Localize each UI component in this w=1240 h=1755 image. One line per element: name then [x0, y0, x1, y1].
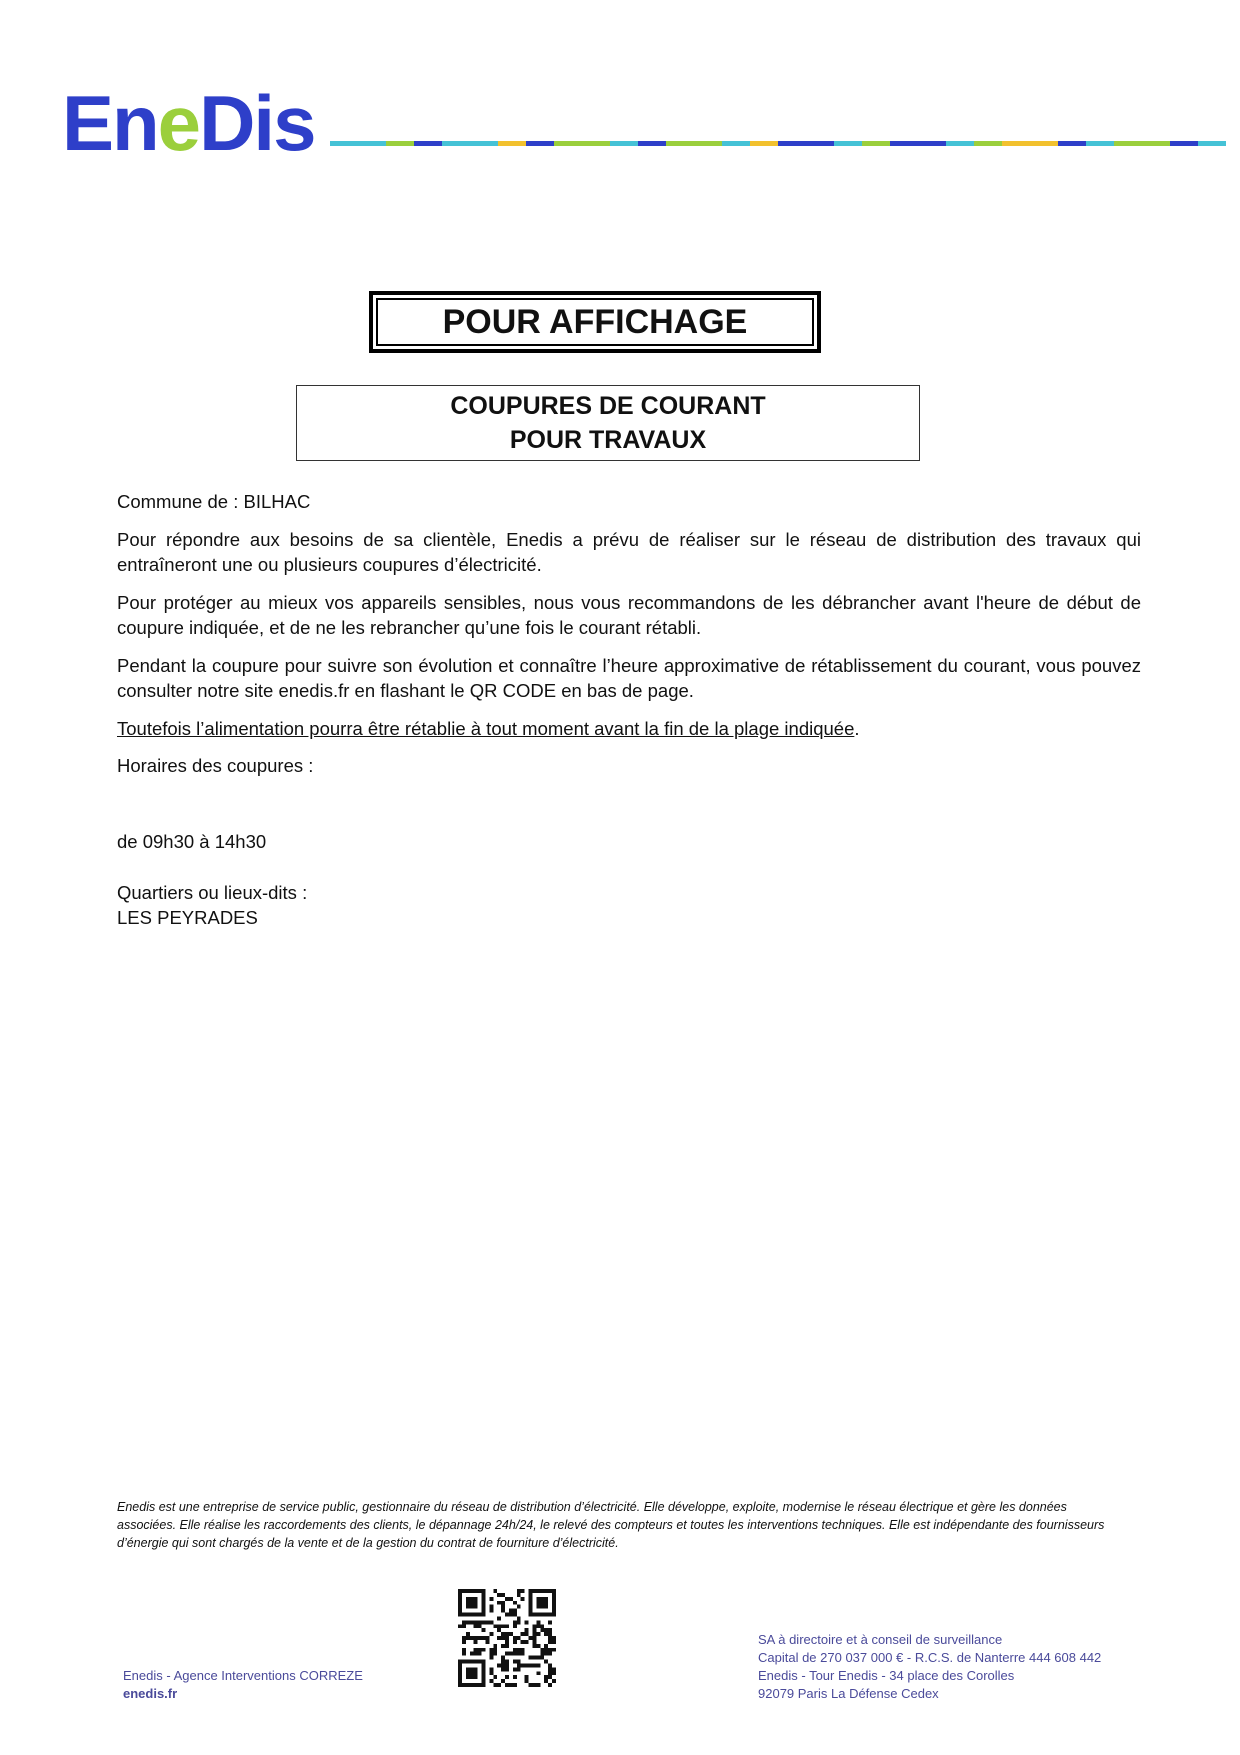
- stripe-segment: [1170, 141, 1198, 146]
- brand-color-stripe: [330, 141, 1226, 146]
- stripe-segment: [1058, 141, 1086, 146]
- company-line-2: Capital de 270 037 000 € - R.C.S. de Nanterre 444 608 442: [758, 1650, 1102, 1665]
- subtitle-line-1: COUPURES DE COURANT: [450, 392, 766, 420]
- stripe-segment: [526, 141, 554, 146]
- stripe-segment: [890, 141, 946, 146]
- stripe-segment: [666, 141, 722, 146]
- stripe-segment: [1114, 141, 1170, 146]
- commune-line: Commune de : BILHAC: [117, 491, 311, 512]
- stripe-segment: [862, 141, 890, 146]
- stripe-segment: [414, 141, 442, 146]
- company-line-4: 92079 Paris La Défense Cedex: [758, 1686, 939, 1701]
- stripe-segment: [498, 141, 526, 146]
- stripe-segment: [1086, 141, 1114, 146]
- enedis-logo: EneDis: [62, 79, 315, 167]
- stripe-segment: [974, 141, 1002, 146]
- stripe-segment: [946, 141, 974, 146]
- stripe-segment: [554, 141, 610, 146]
- warning-underlined-text: Toutefois l’alimentation pourra être rétablie à tout moment avant la fin de la plage indiquée: [117, 718, 855, 739]
- page-title: POUR AFFICHAGE: [376, 298, 814, 346]
- warning-end: .: [854, 718, 860, 739]
- intro-paragraph: Pour répondre aux besoins de sa clientèle, Enedis a prévu de réaliser sur le réseau de distribution des travaux qui entraîneront une ou plusieurs coupures d’électricité.: [117, 529, 1141, 575]
- stripe-segment: [386, 141, 414, 146]
- title-frame: [369, 291, 821, 353]
- qr-code[interactable]: [458, 1589, 556, 1687]
- stripe-segment: [722, 141, 750, 146]
- subtitle-line-2: POUR TRAVAUX: [509, 426, 707, 454]
- quartiers-label: Quartiers ou lieux-dits :: [117, 882, 308, 903]
- company-line-3: Enedis - Tour Enedis - 34 place des Corolles: [758, 1668, 1015, 1683]
- agency-name: Enedis - Agence Interventions CORREZE: [123, 1668, 363, 1683]
- site-link[interactable]: enedis.fr: [123, 1686, 178, 1701]
- warning-paragraph: [117, 716, 1141, 741]
- stripe-segment: [442, 141, 498, 146]
- stripe-segment: [610, 141, 638, 146]
- recommendation-paragraph: Pour protéger au mieux vos appareils sensibles, nous vous recommandons de les débrancher avant l'heure de début de coupure indiquée, et de ne les rebrancher qu’une fois le courant rétabli.: [117, 592, 1141, 638]
- quartier-value: LES PEYRADES: [117, 907, 258, 928]
- stripe-segment: [1198, 141, 1226, 146]
- qr-info-paragraph: Pendant la coupure pour suivre son évolution et connaître l’heure approximative de rétablissement du courant, vous pouvez consulter notre site enedis.fr en flashant le QR CODE en bas de page.: [117, 655, 1141, 701]
- company-info: [758, 1631, 1101, 1703]
- stripe-segment: [638, 141, 666, 146]
- company-line-1: SA à directoire et à conseil de surveillance: [758, 1632, 1003, 1647]
- horaire-value: de 09h30 à 14h30: [117, 831, 267, 852]
- horaires-label: Horaires des coupures :: [117, 755, 314, 776]
- legal-notice: Enedis est une entreprise de service public, gestionnaire du réseau de distribution d’électricité. Elle développe, exploite, modernise le réseau électrique et gère les données associées. Elle réalise les raccordements des clients, le dépannage 24h/24, le relevé des compteurs et toutes les interventions techniques. Elle est indépendante des fournisseurs d’énergie qui sont chargés de la vente et de la gestion du contrat de fourniture d’électricité.: [117, 1500, 1105, 1550]
- stripe-segment: [330, 141, 386, 146]
- subtitle-box: [296, 385, 920, 461]
- stripe-segment: [834, 141, 862, 146]
- stripe-segment: [750, 141, 778, 146]
- stripe-segment: [778, 141, 834, 146]
- agency-block: [123, 1667, 363, 1703]
- stripe-segment: [1002, 141, 1058, 146]
